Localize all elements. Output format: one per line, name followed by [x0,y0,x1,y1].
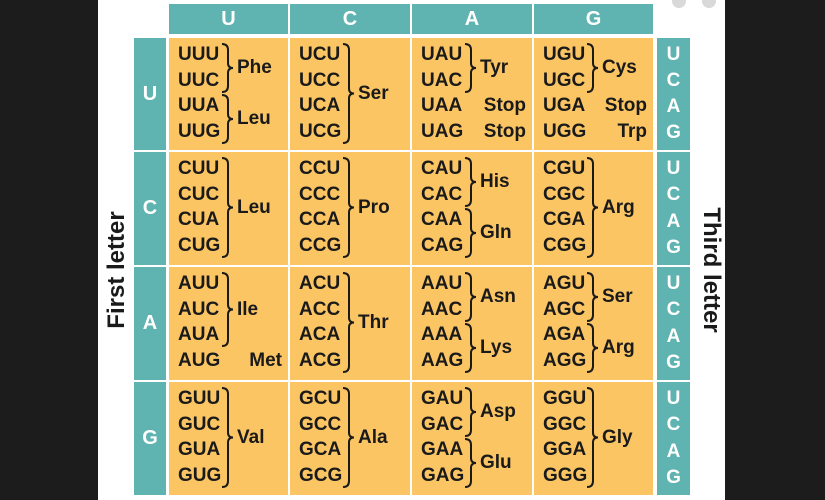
amino-acid-label: Ala [358,426,388,448]
bracket-icon [221,382,235,495]
codon: UUA [178,95,220,116]
bracket-icon [586,267,600,380]
codon: GUU [178,388,221,409]
codon-block [534,267,653,380]
codon: UUU [178,44,220,65]
codon: UCA [299,95,341,116]
codon-block [412,267,532,380]
bracket-icon [342,267,356,380]
codon: ACU [299,273,341,294]
third-letter-g: G [666,466,681,488]
codon: GCG [299,465,343,486]
amino-acid-label: Val [237,426,265,448]
second-letter-header-g: G [534,4,653,34]
codon-block [534,152,653,265]
codon-block [534,382,653,495]
codon: UAU [421,44,463,65]
codon: AUG [178,350,221,371]
codon: GAG [421,465,465,486]
amino-acid-label: Ser [602,286,633,307]
first-letter-axis-label: First letter [103,211,130,329]
codon: UGU [543,44,586,65]
codon-block [169,267,288,380]
codon: GAU [421,388,464,409]
amino-acid-label: Cys [602,57,637,78]
codon: GCU [299,388,342,409]
amino-acid-label: Stop [483,95,526,116]
codon: GGA [543,439,587,460]
codon: AGG [543,350,587,371]
codon: ACC [299,299,341,320]
third-letter-a: A [666,325,681,347]
second-letter-header-c: C [290,4,410,34]
codon: GGU [543,388,587,409]
amino-acid-label: Stop [604,95,647,116]
third-letter-axis-label: Third letter [698,207,725,333]
codon-block [290,38,410,150]
bracket-icon [464,38,478,150]
third-letter-g: G [666,236,681,258]
codon: CGA [543,209,586,230]
codon-block [534,38,653,150]
codon: AAU [421,273,463,294]
first-letter-header-g: G [134,382,166,495]
amino-acid-label: Arg [602,196,635,218]
amino-acid-label: Asn [480,286,516,307]
codon: AGA [543,324,586,345]
amino-acid-label: Met [249,350,282,371]
codon: CUG [178,235,221,256]
third-letter-a: A [666,440,681,462]
bracket-icon [464,382,478,495]
third-letter-u: U [666,388,681,410]
codon: ACG [299,350,342,371]
codon-block [169,152,288,265]
amino-acid-label: Ile [237,298,259,320]
bracket-icon [586,382,600,495]
codon: GGG [543,465,588,486]
amino-acid-label: Glu [480,452,512,473]
codon: AGC [543,299,586,320]
second-letter-header-a: A [412,4,532,34]
codon: UAG [421,121,464,142]
codon-block [412,38,532,150]
codon: GCA [299,439,342,460]
codon: GAA [421,439,464,460]
codon: UCC [299,70,341,91]
bracket-icon [586,152,600,265]
codon: CAG [421,235,464,256]
amino-acid-label: Trp [617,121,647,142]
codon: GCC [299,414,342,435]
codon: CAC [421,184,463,205]
codon: UAA [421,95,463,116]
codon: UUG [178,121,221,142]
third-letter-u: U [666,158,681,180]
bracket-icon [586,38,600,150]
codon-block [412,152,532,265]
bracket-icon [342,152,356,265]
amino-acid-label: His [480,171,510,192]
bracket-icon [221,38,235,150]
third-letter-c: C [666,184,681,206]
third-letter-column [657,38,690,150]
codon: UUC [178,70,220,91]
third-letter-g: G [666,351,681,373]
amino-acid-label: Asp [480,401,516,422]
codon: CGG [543,235,587,256]
codon: CCG [299,235,342,256]
codon: AAC [421,299,463,320]
third-letter-u: U [666,44,681,65]
third-letter-a: A [666,210,681,232]
codon: GUG [178,465,222,486]
third-letter-c: C [666,299,681,321]
third-letter-u: U [666,273,681,295]
codon: GUA [178,439,221,460]
codon: GUC [178,414,221,435]
second-letter-header-u: U [169,4,288,34]
third-letter-c: C [666,70,681,91]
codon: AUC [178,299,220,320]
codon: AAG [421,350,464,371]
first-letter-header-c: C [134,152,166,265]
amino-acid-label: Leu [237,108,271,129]
codon: AAA [421,324,463,345]
codon: CGC [543,184,586,205]
bracket-icon [464,152,478,265]
codon: CUU [178,158,220,179]
codon: CCA [299,209,341,230]
first-letter-header-a: A [134,267,166,380]
amino-acid-label: Arg [602,337,635,358]
codon: GAC [421,414,464,435]
codon: UAC [421,70,463,91]
third-letter-column [657,382,690,495]
codon: AUA [178,324,220,345]
codon: AGU [543,273,586,294]
codon: AUU [178,273,220,294]
bracket-icon [342,382,356,495]
codon: UGA [543,95,586,116]
amino-acid-label: Gln [480,222,512,243]
third-letter-a: A [666,96,681,117]
codon: GGC [543,414,587,435]
amino-acid-label: Gly [602,426,633,448]
codon-block [290,152,410,265]
amino-acid-label: Thr [358,311,389,333]
bracket-icon [221,152,235,265]
codon: CUC [178,184,220,205]
codon: ACA [299,324,341,345]
codon-block [412,382,532,495]
third-letter-column [657,267,690,380]
codon: UCG [299,121,342,142]
codon-block [169,38,288,150]
amino-acid-label: Ser [358,82,389,104]
codon: UCU [299,44,341,65]
amino-acid-label: Stop [483,121,526,142]
codon-block [290,382,410,495]
first-letter-header-u: U [134,38,166,150]
amino-acid-label: Tyr [480,57,509,78]
third-letter-c: C [666,414,681,436]
codon-block [290,267,410,380]
codon: UGG [543,121,587,142]
bracket-icon [464,267,478,380]
bracket-icon [342,38,356,150]
third-letter-column [657,152,690,265]
amino-acid-label: Leu [237,196,271,218]
third-letter-g: G [666,122,681,143]
codon: CAU [421,158,463,179]
codon-block [169,382,288,495]
codon: CUA [178,209,220,230]
amino-acid-label: Lys [480,337,513,358]
amino-acid-label: Pro [358,196,390,218]
codon: CAA [421,209,463,230]
codon: CCC [299,184,341,205]
bracket-icon [221,267,235,380]
codon: UGC [543,70,586,91]
codon: CCU [299,158,341,179]
codon: CGU [543,158,586,179]
amino-acid-label: Phe [237,57,272,78]
